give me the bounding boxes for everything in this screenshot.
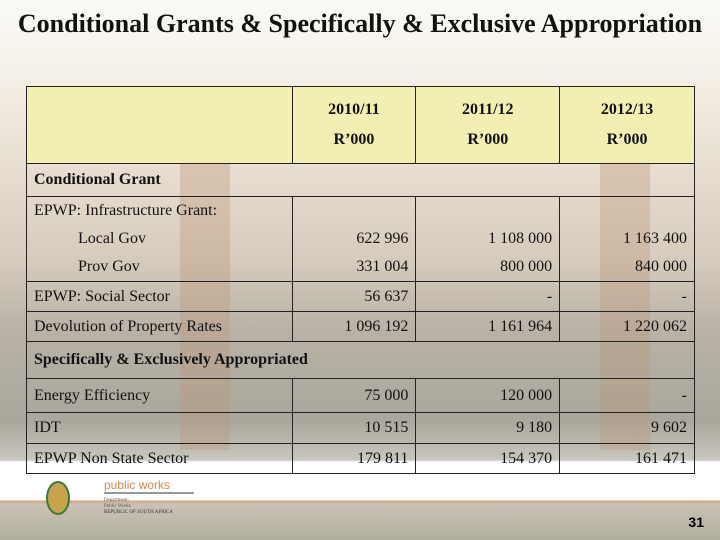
table-row: IDT 10 515 9 180 9 602 xyxy=(27,413,695,444)
header-2010: 2010/11 R’000 xyxy=(292,87,416,164)
coat-of-arms-icon xyxy=(44,478,204,518)
svg-text:REPUBLIC OF SOUTH AFRICA: REPUBLIC OF SOUTH AFRICA xyxy=(104,510,174,515)
section-row: Specifically & Exclusively Appropriated xyxy=(27,342,695,379)
header-blank xyxy=(27,87,293,164)
logo-text: public works xyxy=(104,478,171,492)
svg-text:Department:: Department: xyxy=(104,498,129,503)
public-works-logo xyxy=(44,478,204,518)
svg-text:Public Works: Public Works xyxy=(104,504,131,509)
table-row: Devolution of Property Rates 1 096 192 1 161 964 1 220 062 xyxy=(27,312,695,342)
header-row xyxy=(27,87,695,164)
section-row: Conditional Grant xyxy=(27,164,695,197)
grants-table xyxy=(26,86,695,474)
slide-title: Conditional Grants & Specifically & Exclusive Appropriation xyxy=(17,9,703,38)
header-2011: 2011/12 R’000 xyxy=(416,87,560,164)
table-row: EPWP Non State Sector 179 811 154 370 161 471 xyxy=(27,444,695,474)
table-row: Energy Efficiency 75 000 120 000 - xyxy=(27,379,695,413)
page-number: 31 xyxy=(688,514,704,530)
table-row: EPWP: Infrastructure Grant: Local Gov Prov Gov 622 996 331 004 1 108 000 800 000 1 163 400 840 000 xyxy=(27,197,695,282)
header-2012: 2012/13 R’000 xyxy=(560,87,695,164)
table-row: EPWP: Social Sector 56 637 - - xyxy=(27,282,695,312)
